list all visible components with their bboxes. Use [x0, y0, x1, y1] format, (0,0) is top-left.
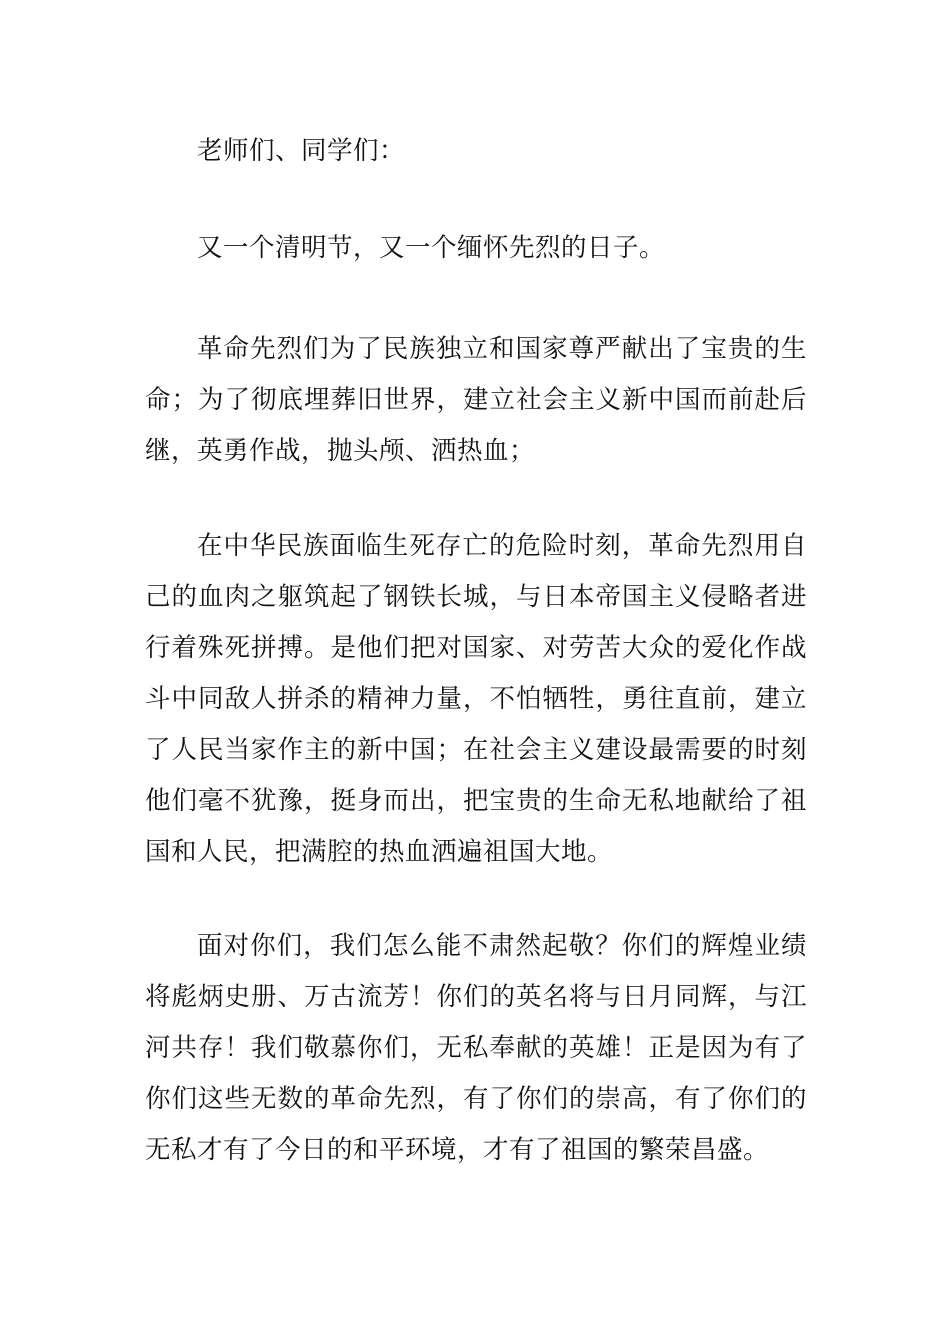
salutation-paragraph: 老师们、同学们： [197, 136, 406, 166]
body-paragraph: 在中华民族面临生死存亡的危险时刻，革命先烈用自己的血肉之躯筑起了钢铁长城，与日本帝国主义侵略者进行着殊死拼搏。是他们把对国家、对劳苦大众的爱化作战斗中同敌人拼杀的精神力量，不怕牺牲，勇往直前，建立了人民当家作主的新中国；在社会主义建设最需要的时刻他们毫不犹豫，挺身而出，把宝贵的生命无私地献给了祖国和人民，把满腔的热血洒遍祖国大地。 [145, 531, 807, 867]
body-paragraph: 面对你们，我们怎么能不肃然起敬？你们的辉煌业绩将彪炳史册、万古流芳！你们的英名将与日月同辉，与江河共存！我们敬慕你们，无私奉献的英雄！正是因为有了你们这些无数的革命先烈，有了你们的崇高，有了你们的无私才有了今日的和平环境，才有了祖国的繁荣昌盛。 [145, 931, 807, 1165]
intro-paragraph: 又一个清明节，又一个缅怀先烈的日子。 [197, 233, 666, 263]
body-paragraph: 革命先烈们为了民族独立和国家尊严献出了宝贵的生命；为了彻底埋葬旧世界，建立社会主义新中国而前赴后继，英勇作战，抛头颅、洒热血； [145, 334, 807, 466]
